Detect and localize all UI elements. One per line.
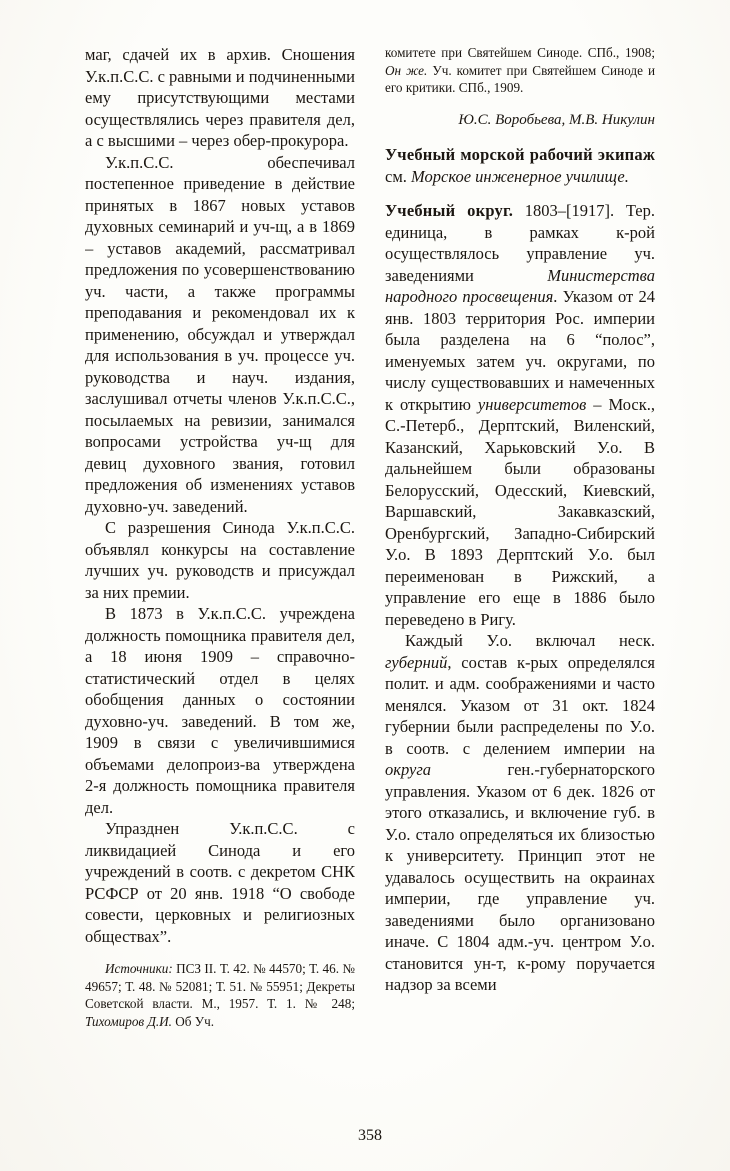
italic-text-segment: Морское инженерное училище. <box>411 166 629 186</box>
page-number: 358 <box>358 1127 382 1144</box>
text-segment: ген.-губернаторского управления. Указом от 6 дек. 1826 от этого отказались, и включение губ. в У.о. стало определяться их близостью к университету. Принцип этот не удавалось осуществить на окраинах империи, где управление уч. заведениями было организовано иначе. С 1804 адм.-уч. центром У.о. становится ун-т, к-рому поручается надзор за всеми <box>385 760 655 995</box>
left-column <box>85 44 355 1102</box>
text-segment: Об Уч. <box>171 1013 215 1029</box>
body-paragraph <box>85 517 355 603</box>
text-segment: – Моск., С.-Петерб., Дерптский, Виленский, Казанский, Харьковский У.о. В дальнейшем были образованы Белорусский, Одесский, Киевский, Варшавский, Закавказский, Оренбургский, Западно-Сибирский У.о. В 1893 Дерптский У.о. был переименован в Рижский, а управление его еще в 1886 было переведено в Ригу. <box>385 394 655 629</box>
entry-headword: Учебный округ. <box>385 201 514 221</box>
sources-continuation-paragraph <box>385 44 655 97</box>
italic-text-segment: Министерства народного просвещения <box>385 265 655 307</box>
continuation-paragraph <box>85 44 355 152</box>
entry-headword: Учебный морской рабочий экипаж <box>385 145 655 165</box>
body-paragraph <box>85 818 355 947</box>
text-columns <box>85 44 655 1102</box>
italic-text-segment: Ю.С. Воробьева, М.В. Никулин <box>458 111 655 128</box>
italic-text-segment: университетов <box>477 394 587 414</box>
text-segment: Упразднен У.к.п.С.С. с ликвидацией Синода и его учреждений в соотв. с декретом СНК РСФСР от 20 янв. 1918 “О свободе совести, церковных и религиозных обществах”. <box>85 819 355 946</box>
italic-text-segment: Источники: <box>105 961 173 976</box>
italic-text-segment: Тихомиров Д.И. <box>85 1013 172 1029</box>
body-paragraph <box>85 152 355 518</box>
text-segment: С разрешения Синода У.к.п.С.С. объявлял конкурсы на составление лучших уч. руководств и присуждал за них премии. <box>85 518 355 602</box>
see-reference-entry <box>385 144 655 187</box>
text-segment: см. <box>385 166 412 186</box>
italic-text-segment: губерний <box>385 652 448 672</box>
text-segment: . Указом от 24 янв. 1803 территория Рос. империи была разделена на 6 “полос”, именуемых затем уч. округами, по числу существовавших и намеченных к открытию <box>385 287 655 414</box>
body-paragraph <box>85 603 355 818</box>
right-column <box>385 44 655 1102</box>
text-segment: маг, сдачей их в архив. Сношения У.к.п.С.С. с равными и подчиненными ему присутствующими местами осуществлялись через правителя дел, а с высшими – через обер-прокурора. <box>85 45 355 150</box>
text-segment: В 1873 в У.к.п.С.С. учреждена должность помощника правителя дел, а 18 июня 1909 – справочно-статистический отдел в целях обобщения данных о состоянии духовно-уч. заведений. В том же, 1909 в связи с увеличившимися объемами делопроиз-ва утверждена 2-я должность помощника правителя дел. <box>85 604 355 817</box>
text-segment: 1803–[1917]. Тер. единица, в рамках к-рой осуществлялось управление уч. заведениями <box>385 201 655 285</box>
text-segment: ПСЗ II. Т. 42. № 44570; Т. 46. № 49657; Т. 48. № 52081; Т. 51. № 55951; Декреты Советской власти. М., 1957. Т. 1. № 248; <box>85 961 355 1012</box>
text-segment: , состав к-рых определялся полит. и адм. соображениями и часто менялся. Указом от 31 окт. 1824 губернии были распределены по У.о. в соотв. с делением империи на <box>385 652 655 758</box>
body-paragraph <box>385 630 655 996</box>
authors-line <box>385 110 655 132</box>
entry-paragraph <box>385 200 655 630</box>
text-segment: комитете при Святейшем Синоде. СПб., 1908; <box>385 45 655 60</box>
text-segment: У.к.п.С.С. обеспечивал постепенное приведение в действие принятых в 1867 новых уставов духовных семинарий и уч-щ, а в 1869 – уставов академий, рассматривал предложения по усовершенствованию уч. части, а также программы преподавания и рекомендовал их к применению, обсуждал и утверждал для использования в уч. процессе уч. руководства и науч. издания, заслушивал отчеты членов У.к.п.С.С., посылаемых на ревизии, занимался вопросами устройства уч-щ для девиц духовного звания, готовил предложения об изменениях уставов духовно-уч. заведений. <box>85 152 355 516</box>
sources-paragraph <box>85 960 355 1030</box>
text-segment: Уч. комитет при Святейшем Синоде и его критики. СПб., 1909. <box>385 62 655 96</box>
italic-text-segment: Он же. <box>385 62 428 78</box>
text-segment: Каждый У.о. включал неск. <box>405 631 655 651</box>
italic-text-segment: округа <box>385 760 432 780</box>
